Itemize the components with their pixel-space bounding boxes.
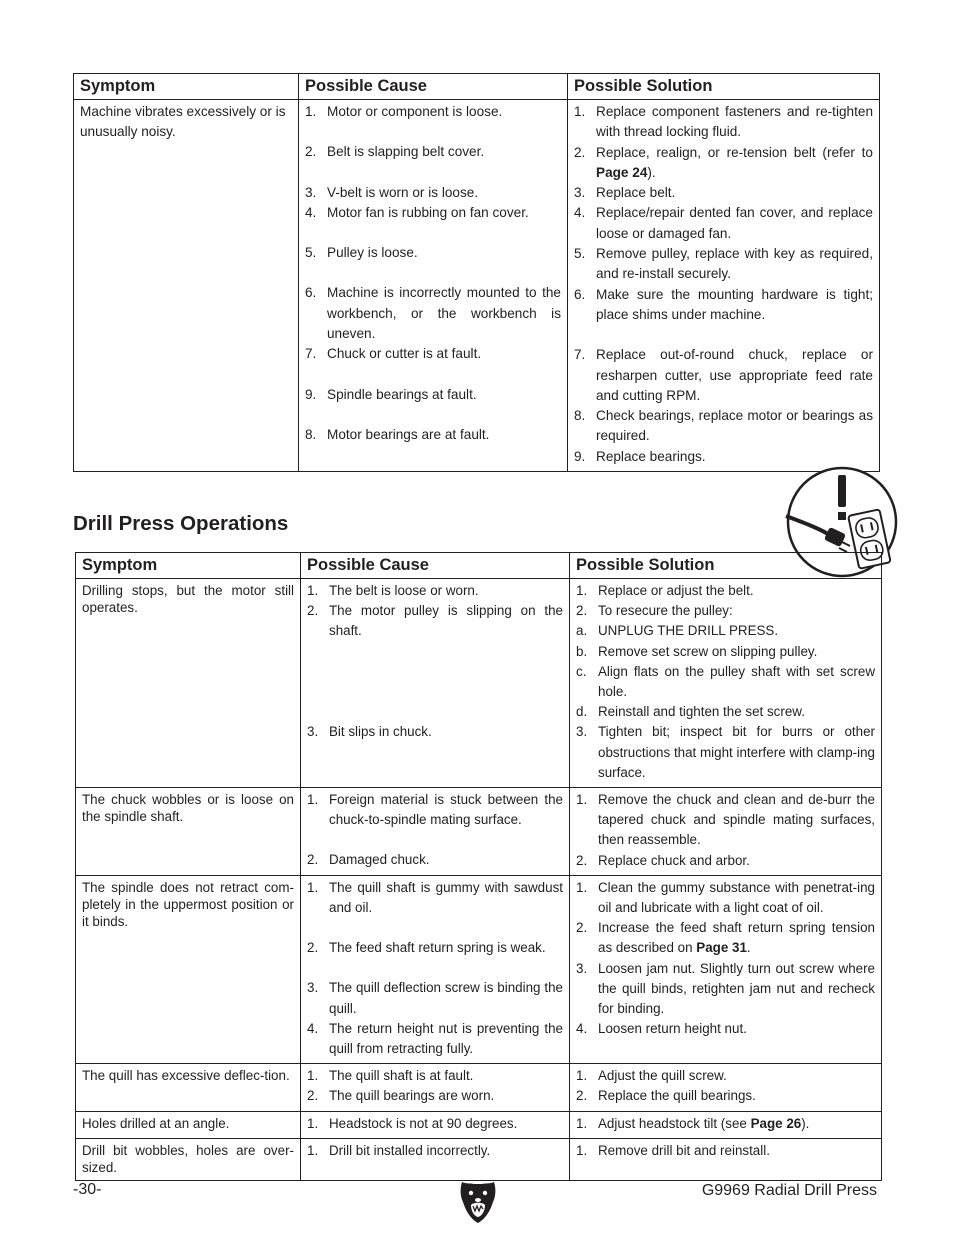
solution-cell bbox=[570, 579, 882, 788]
table-row bbox=[74, 100, 880, 472]
troubleshooting-table-motor bbox=[73, 73, 880, 472]
header-cause: Possible Cause bbox=[301, 553, 570, 579]
cause-cell bbox=[301, 1138, 570, 1180]
cause-cell bbox=[301, 579, 570, 788]
list-item: 4. Replace/repair dented fan cover, and replace loose or damaged fan. bbox=[574, 205, 873, 241]
cause-cell bbox=[301, 1111, 570, 1138]
solution-cell bbox=[570, 1138, 882, 1180]
cause-cell bbox=[299, 100, 568, 472]
list-item: 2. Damaged chuck. bbox=[307, 852, 430, 868]
list-item: 1. Remove the chuck and clean and de-burr the tapered chuck and spindle mating surfaces, then reassemble. bbox=[576, 792, 875, 848]
grizzly-bear-logo-icon bbox=[458, 1178, 498, 1224]
list-item: 1. Clean the gummy substance with penetrat-ing oil and lubricate with a light coat of oil. bbox=[576, 879, 875, 916]
list-item: 2. Replace the quill bearings. bbox=[576, 1088, 756, 1104]
list-item: b. Remove set screw on slipping pulley. bbox=[576, 643, 818, 659]
list-item: 1. Foreign material is stuck between the chuck-to-spindle mating surface. bbox=[307, 792, 563, 828]
product-name: G9969 Radial Drill Press bbox=[701, 1182, 877, 1199]
list-item: 6. Make sure the mounting hardware is tight; place shims under machine. bbox=[574, 286, 873, 322]
list-item: c. Align flats on the pulley shaft with set screw hole. bbox=[576, 663, 875, 700]
symptom-cell: The chuck wobbles or is loose on the spindle shaft. bbox=[76, 788, 301, 876]
page-reference: Page 26 bbox=[750, 1115, 802, 1131]
solution-cell bbox=[570, 875, 882, 1063]
list-item: 3. Replace belt. bbox=[574, 185, 676, 201]
table-row bbox=[76, 579, 882, 788]
list-item: 9. Replace bearings. bbox=[574, 448, 706, 464]
list-item: 4. The return height nut is preventing the quill from retracting fully. bbox=[307, 1020, 563, 1057]
table-header-row bbox=[76, 553, 882, 579]
list-item: d. Reinstall and tighten the set screw. bbox=[576, 704, 805, 720]
page-number: -30- bbox=[73, 1181, 102, 1198]
list-item: 9. Spindle bearings at fault. bbox=[305, 386, 477, 402]
symptom-cell: The spindle does not retract com-pletely in the uppermost position or it binds. bbox=[76, 875, 301, 1063]
list-item: 4. Loosen return height nut. bbox=[576, 1021, 747, 1037]
symptom-cell: Machine vibrates excessively or is unusually noisy. bbox=[74, 100, 299, 472]
solution-cell bbox=[568, 100, 880, 472]
list-item: 7. Chuck or cutter is at fault. bbox=[305, 346, 482, 362]
header-symptom: Symptom bbox=[76, 553, 301, 579]
list-item: 1. Adjust headstock tilt (see Page 26). bbox=[576, 1115, 810, 1131]
troubleshooting-table-drill-press bbox=[75, 552, 882, 1181]
solution-cell bbox=[570, 1111, 882, 1138]
table-row bbox=[76, 1064, 882, 1111]
list-item: 2. Belt is slapping belt cover. bbox=[305, 144, 485, 160]
list-item: 3. Loosen jam nut. Slightly turn out screw where the quill binds, retighten jam nut and recheck for binding. bbox=[576, 960, 875, 1017]
cause-cell bbox=[301, 1064, 570, 1111]
table-row bbox=[76, 875, 882, 1063]
solution-cell bbox=[570, 788, 882, 876]
header-cause: Possible Cause bbox=[299, 74, 568, 100]
list-item: 1. The quill shaft is gummy with sawdust and oil. bbox=[307, 879, 563, 916]
cause-cell bbox=[301, 875, 570, 1063]
list-item: 1. Replace component fasteners and re-tighten with thread locking fluid. bbox=[574, 104, 873, 140]
list-item: 1. Adjust the quill screw. bbox=[576, 1068, 727, 1084]
list-item: 1. Remove drill bit and reinstall. bbox=[576, 1142, 770, 1158]
table-header-row bbox=[74, 74, 880, 100]
list-item: a. UNPLUG THE DRILL PRESS. bbox=[576, 623, 779, 639]
table-row bbox=[76, 788, 882, 876]
list-item: 1. Motor or component is loose. bbox=[305, 104, 503, 119]
list-item: 1. The belt is loose or worn. bbox=[307, 583, 479, 598]
section-title: Drill Press Operations bbox=[73, 512, 289, 535]
list-item: 1. Headstock is not at 90 degrees. bbox=[307, 1115, 518, 1131]
list-item: 5. Pulley is loose. bbox=[305, 245, 418, 261]
page-reference: Page 31 bbox=[696, 940, 747, 956]
list-item: 2. To resecure the pulley: bbox=[576, 603, 733, 619]
header-symptom: Symptom bbox=[74, 74, 299, 100]
list-item: 3. V-belt is worn or is loose. bbox=[305, 184, 479, 200]
list-item: 4. Motor fan is rubbing on fan cover. bbox=[305, 204, 529, 220]
symptom-cell: Drill bit wobbles, holes are over-sized. bbox=[76, 1138, 301, 1180]
list-item: 1. Drill bit installed incorrectly. bbox=[307, 1142, 491, 1158]
list-item: 8. Motor bearings are at fault. bbox=[305, 426, 490, 442]
list-item: 1. Replace or adjust the belt. bbox=[576, 583, 754, 598]
list-item: 2. Replace chuck and arbor. bbox=[576, 852, 750, 868]
list-item: 2. The quill bearings are worn. bbox=[307, 1088, 495, 1104]
list-item: 1. The quill shaft is at fault. bbox=[307, 1068, 474, 1084]
list-item: 7. Replace out-of-round chuck, replace or resharpen cutter, use appropriate feed rate and cutting RPM. bbox=[574, 347, 873, 403]
cause-cell bbox=[301, 788, 570, 876]
list-item: 3. The quill deflection screw is binding the quill. bbox=[307, 980, 563, 1016]
list-item: 3. Tighten bit; inspect bit for burrs or other obstructions that might interfere with clamp-ing surface. bbox=[576, 724, 875, 780]
header-solution: Possible Solution bbox=[570, 553, 882, 579]
table-row bbox=[76, 1111, 882, 1138]
symptom-cell: The quill has excessive deflec-tion. bbox=[76, 1064, 301, 1111]
list-item: 2. The motor pulley is slipping on the shaft. bbox=[307, 603, 563, 639]
list-item: 2. Increase the feed shaft return spring tension as described on Page 31. bbox=[576, 920, 875, 956]
solution-cell bbox=[570, 1064, 882, 1111]
list-item: 5. Remove pulley, replace with key as required, and re-install securely. bbox=[574, 246, 873, 282]
symptom-cell: Drilling stops, but the motor still operates. bbox=[76, 579, 301, 788]
list-item: 2. The feed shaft return spring is weak. bbox=[307, 940, 546, 956]
list-item: 2. Replace, realign, or re-tension belt (refer to Page 24). bbox=[574, 144, 873, 180]
page-reference: Page 24 bbox=[596, 164, 648, 180]
list-item: 6. Machine is incorrectly mounted to the workbench, or the workbench is uneven. bbox=[305, 285, 561, 342]
symptom-cell: Holes drilled at an angle. bbox=[76, 1111, 301, 1138]
list-item: 3. Bit slips in chuck. bbox=[307, 723, 432, 739]
table-row bbox=[76, 1138, 882, 1180]
list-item: 8. Check bearings, replace motor or bearings as required. bbox=[574, 408, 873, 444]
header-solution: Possible Solution bbox=[568, 74, 880, 100]
